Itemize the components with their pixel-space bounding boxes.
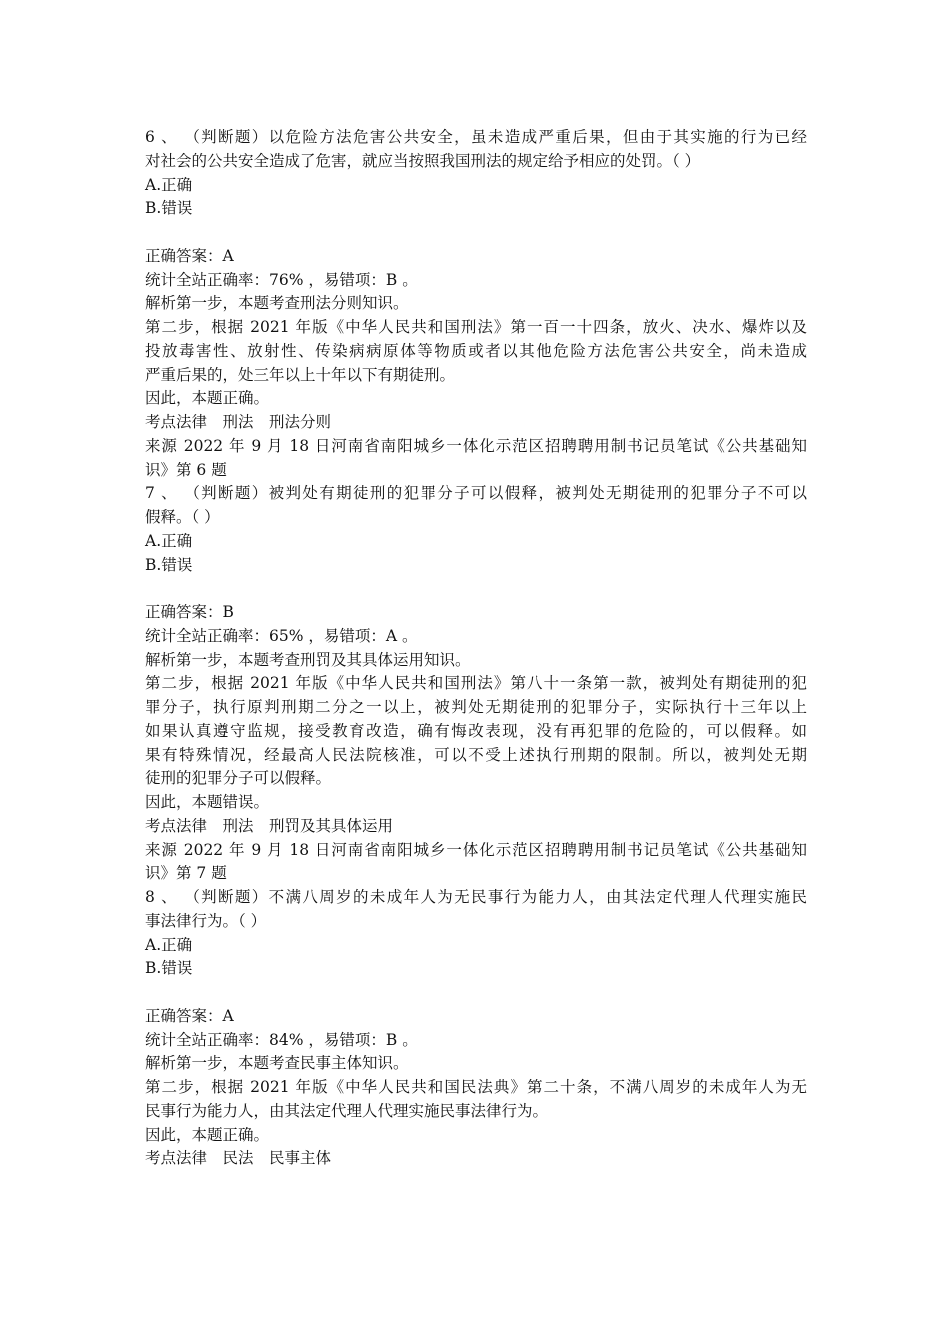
text-line: 正确答案：A bbox=[145, 246, 234, 265]
text-line: 徒刑的犯罪分子可以假释。 bbox=[145, 769, 332, 788]
blank-line bbox=[145, 221, 807, 245]
text-line: 正确答案：B bbox=[145, 603, 234, 621]
text-line: A.正确 bbox=[145, 531, 193, 550]
question-block bbox=[145, 886, 807, 1171]
text-line: 来源 2022 年 9 月 18 日河南省南阳城乡一体化示范区招聘聘用制书记员笔试《公共基础知 bbox=[145, 436, 807, 455]
text-line: 正确答案：A bbox=[145, 1006, 234, 1025]
text-line: 8 、 （判断题）不满八周岁的未成年人为无民事行为能力人，由其法定代理人代理实施民 bbox=[145, 888, 807, 906]
text-line: 事法律行为。（ ） bbox=[145, 911, 267, 930]
text-line: 对社会的公共安全造成了危害，就应当按照我国刑法的规定给予相应的处罚。（ ） bbox=[145, 151, 701, 170]
text-line: 因此，本题正确。 bbox=[145, 1125, 270, 1144]
text-line: 解析第一步，本题考查刑法分则知识。 bbox=[145, 294, 409, 313]
text-line: 解析第一步，本题考查民事主体知识。 bbox=[145, 1054, 409, 1073]
text-line: 投放毒害性、放射性、传染病病原体等物质或者以其他危险方法危害公共安全，尚未造成 bbox=[145, 341, 807, 360]
text-line: 识》第 7 题 bbox=[145, 864, 227, 883]
text-line: 民事行为能力人，由其法定代理人代理实施民事法律行为。 bbox=[145, 1101, 549, 1120]
text-line: 罪分子，执行原判刑期二分之一以上，被判处无期徒刑的犯罪分子，实际执行十三年以上 bbox=[145, 698, 807, 716]
text-line: 考点法律 刑法 刑罚及其具体运用 bbox=[145, 816, 394, 835]
document-body bbox=[145, 126, 807, 1171]
text-line: 第二步，根据 2021 年版《中华人民共和国民法典》第二十条，不满八周岁的未成年人为无 bbox=[145, 1078, 807, 1096]
text-line: 严重后果的，处三年以上十年以下有期徒刑。 bbox=[145, 365, 456, 384]
text-line: A.正确 bbox=[145, 175, 193, 194]
text-line: 统计全站正确率：65% ，易错项：A 。 bbox=[145, 626, 418, 645]
text-line: 统计全站正确率：84% ，易错项：B 。 bbox=[145, 1030, 418, 1049]
question-block bbox=[145, 482, 807, 886]
blank-line bbox=[145, 577, 807, 601]
blank-line bbox=[145, 981, 807, 1005]
text-line: 第二步，根据 2021 年版《中华人民共和国刑法》第八十一条第一款，被判处有期徒刑的犯 bbox=[145, 674, 807, 693]
text-line: 果有特殊情况，经最高人民法院核准，可以不受上述执行刑期的限制。所以，被判处无期 bbox=[145, 745, 807, 764]
text-line: 来源 2022 年 9 月 18 日河南省南阳城乡一体化示范区招聘聘用制书记员笔试《公共基础知 bbox=[145, 840, 807, 859]
text-line: A.正确 bbox=[145, 935, 193, 954]
text-line: 假释。（ ） bbox=[145, 508, 220, 526]
text-line: 因此，本题错误。 bbox=[145, 793, 270, 811]
text-line: 6 、 （判断题）以危险方法危害公共安全，虽未造成严重后果，但由于其实施的行为已经 bbox=[145, 128, 807, 146]
text-line: B.错误 bbox=[145, 555, 193, 574]
text-line: 因此，本题正确。 bbox=[145, 389, 270, 408]
text-line: 如果认真遵守监规，接受教育改造，确有悔改表现，没有再犯罪的危险的，可以假释。如 bbox=[145, 721, 807, 740]
text-line: 7 、 （判断题）被判处有期徒刑的犯罪分子可以假释，被判处无期徒刑的犯罪分子不可以 bbox=[145, 484, 807, 503]
text-line: 统计全站正确率：76% ，易错项：B 。 bbox=[145, 270, 418, 289]
text-line: B.错误 bbox=[145, 199, 193, 218]
text-line: 考点法律 刑法 刑法分则 bbox=[145, 413, 332, 431]
text-line: 第二步，根据 2021 年版《中华人民共和国刑法》第一百一十四条，放火、决水、爆炸以及 bbox=[145, 318, 807, 336]
text-line: 考点法律 民法 民事主体 bbox=[145, 1149, 332, 1168]
text-line: 识》第 6 题 bbox=[145, 460, 227, 479]
text-line: 解析第一步，本题考查刑罚及其具体运用知识。 bbox=[145, 650, 471, 669]
text-line: B.错误 bbox=[145, 959, 193, 978]
question-block bbox=[145, 126, 807, 482]
